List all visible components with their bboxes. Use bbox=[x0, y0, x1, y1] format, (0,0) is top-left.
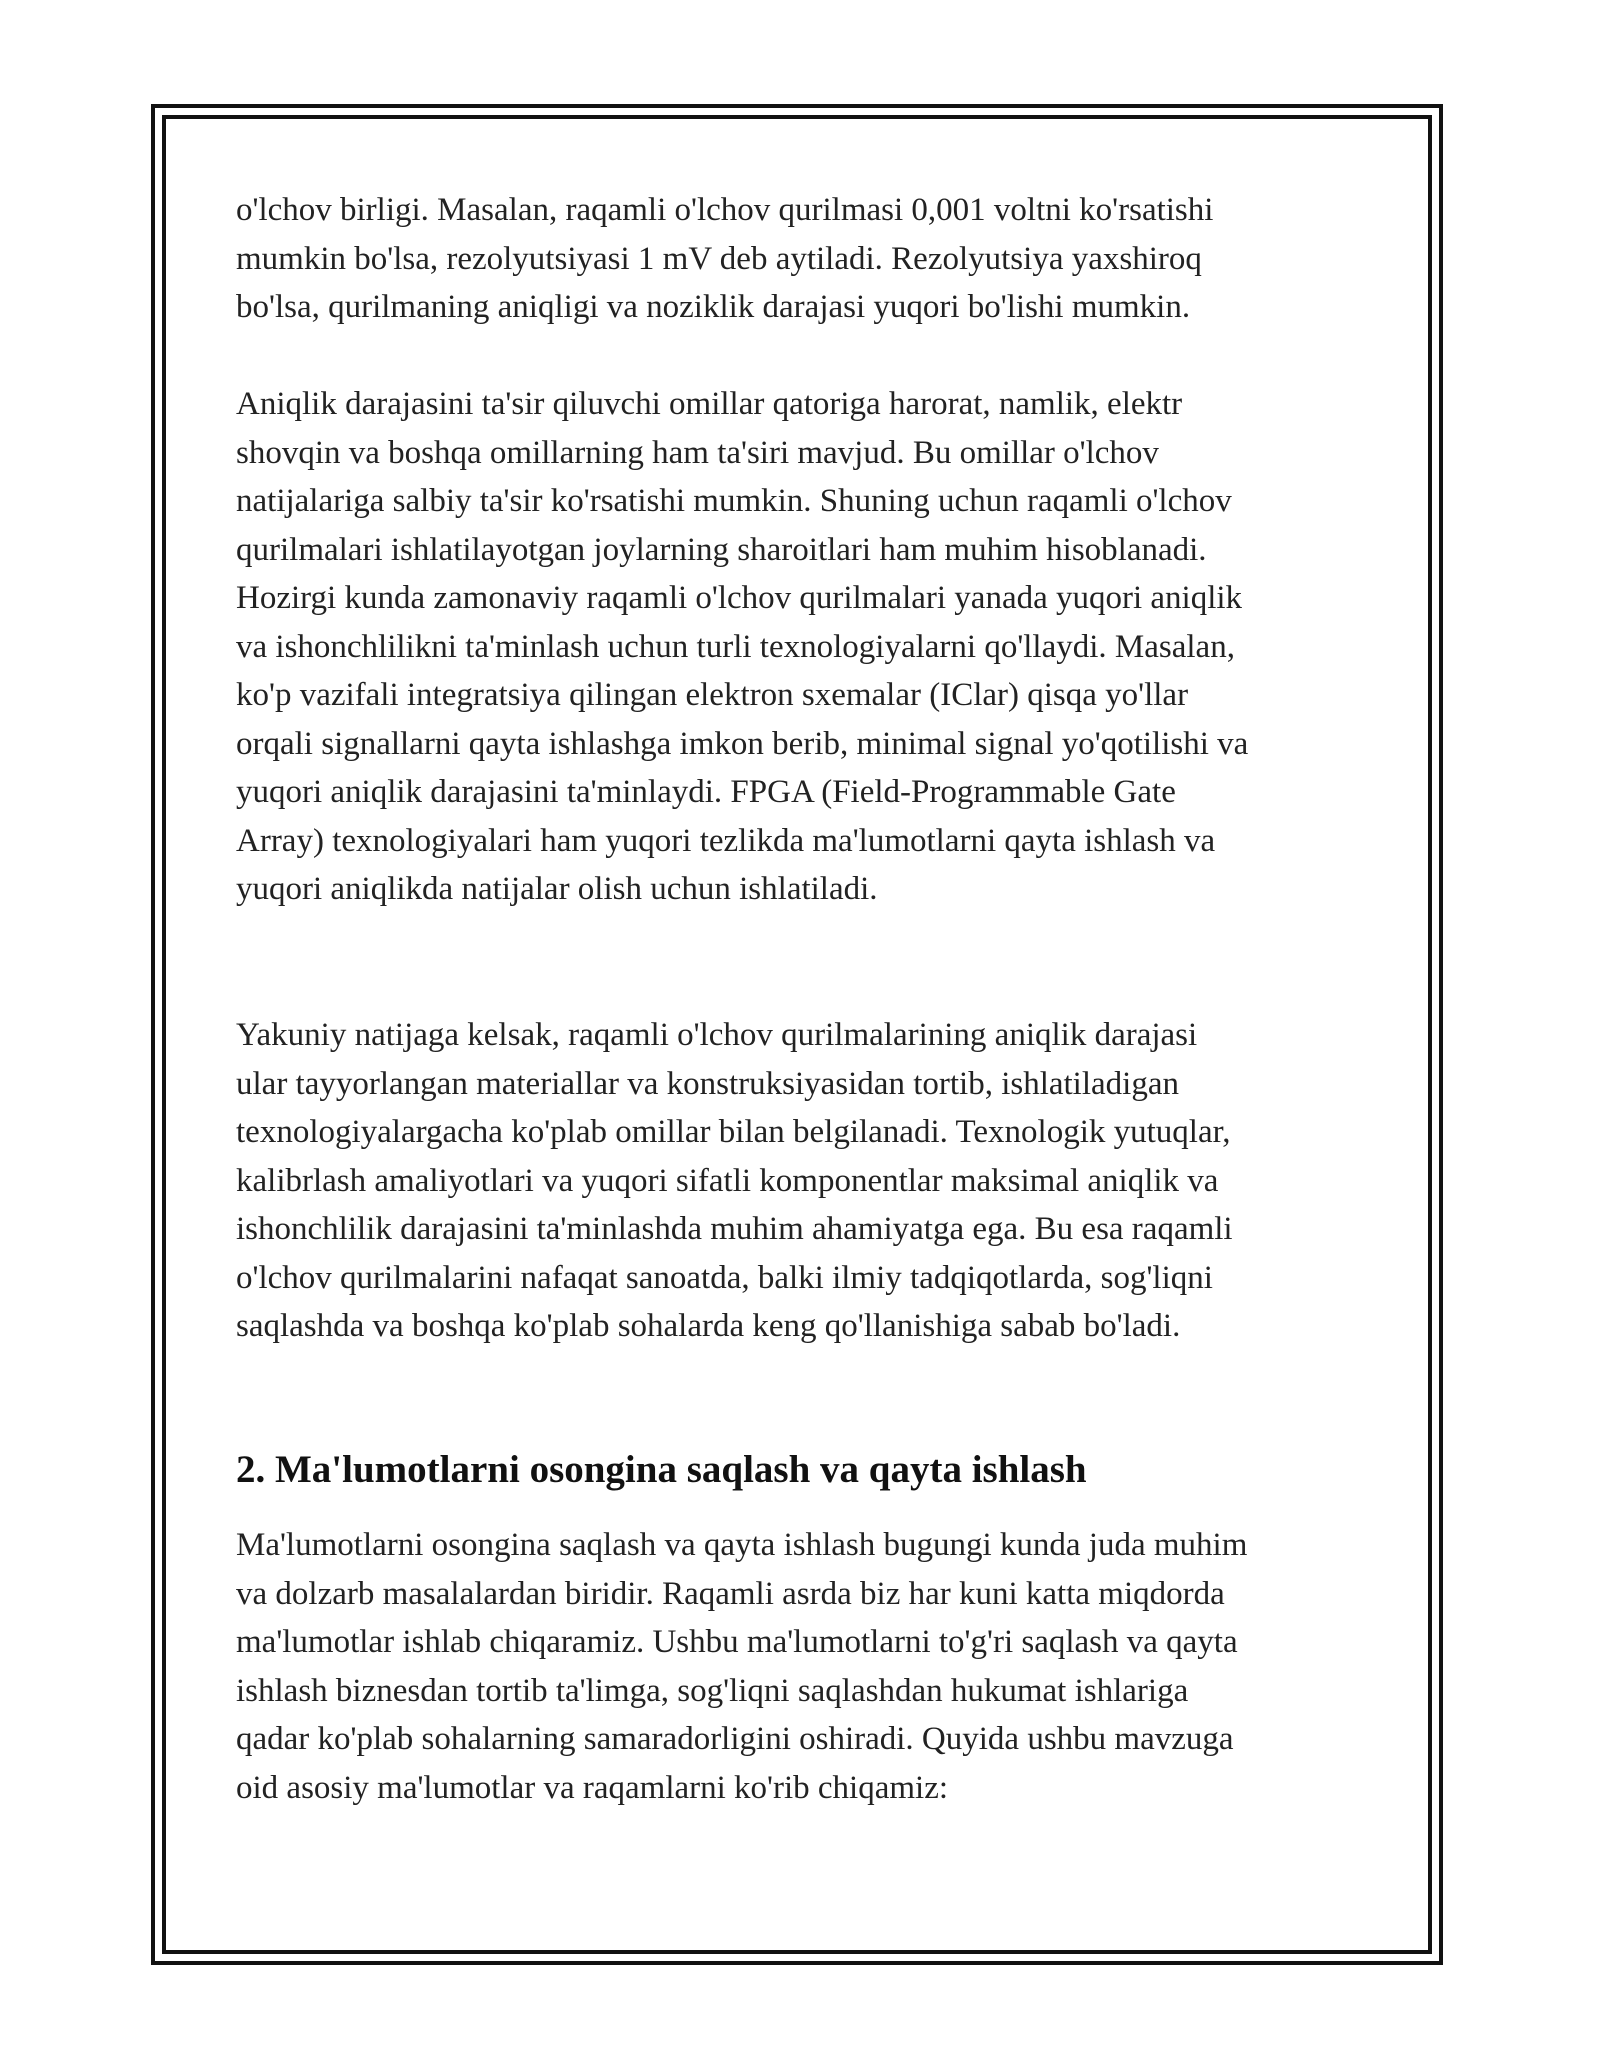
text-line: texnologiyalargacha ko'plab omillar bilan belgilanadi. Texnologik yutuqlar, bbox=[236, 1114, 1231, 1150]
text-line: ishlash biznesdan tortib ta'limga, sog'liqni saqlashdan hukumat ishlariga bbox=[236, 1672, 1189, 1709]
paragraph-accuracy-factors bbox=[236, 380, 1232, 574]
text-line: ko'p vazifali integratsiya qilingan elektron sxemalar (IClar) qisqa yo'llar bbox=[236, 677, 1189, 713]
text-line: Hozirgi kunda zamonaviy raqamli o'lchov qurilmalari yanada yuqori aniqlik bbox=[236, 580, 1243, 616]
text-line: Yakuniy natijaga kelsak, raqamli o'lchov qurilmalarining aniqlik darajasi bbox=[236, 1017, 1198, 1053]
text-line: saqlashda va boshqa ko'plab sohalarda keng qo'llanishiga sabab bo'ladi. bbox=[236, 1308, 1181, 1344]
text-line: yuqori aniqlikda natijalar olish uchun ishlatiladi. bbox=[236, 871, 878, 907]
text-line: yuqori aniqlik darajasini ta'minlaydi. FPGA (Field-Programmable Gate bbox=[236, 774, 1176, 810]
text-line: natijalariga salbiy ta'sir ko'rsatishi mumkin. Shuning uchun raqamli o'lchov bbox=[236, 483, 1232, 519]
text-line: qurilmalari ishlatilayotgan joylarning sharoitlari ham muhim hisoblanadi. bbox=[236, 531, 1207, 568]
text-line: ular tayyorlangan materiallar va konstruksiyasidan tortib, ishlatiladigan bbox=[236, 1065, 1179, 1102]
text-line: oid asosiy ma'lumotlar va raqamlarni ko'rib chiqamiz: bbox=[236, 1769, 949, 1806]
text-line: ishonchlilik darajasini ta'minlashda muhim ahamiyatga ega. Bu esa raqamli bbox=[236, 1211, 1233, 1247]
text-line: ma'lumotlar ishlab chiqaramiz. Ushbu ma'lumotlarni to'g'ri saqlash va qayta bbox=[236, 1624, 1238, 1660]
text-line: mumkin bo'lsa, rezolyutsiyasi 1 mV deb aytiladi. Rezolyutsiya yaxshiroq bbox=[236, 240, 1202, 277]
text-line: va ishonchlilikni ta'minlash uchun turli texnologiyalarni qo'llaydi. Masalan, bbox=[236, 628, 1235, 665]
section-heading: 2. Ma'lumotlarni osongina saqlash va qayta ishlash bbox=[236, 1448, 1087, 1491]
text-line: o'lchov birligi. Masalan, raqamli o'lchov qurilmasi 0,001 voltni ko'rsatishi bbox=[236, 192, 1214, 228]
text-line: Array) texnologiyalari ham yuqori tezlikda ma'lumotlarni qayta ishlash va bbox=[236, 822, 1216, 859]
paragraph-resolution bbox=[236, 186, 1213, 332]
text-line: Ma'lumotlarni osongina saqlash va qayta ishlash bugungi kunda juda muhim bbox=[236, 1527, 1248, 1563]
text-line: kalibrlash amaliyotlari va yuqori sifatli komponentlar maksimal aniqlik va bbox=[236, 1162, 1219, 1199]
text-line: va dolzarb masalalardan biridir. Raqamli asrda biz har kuni katta miqdorda bbox=[236, 1575, 1225, 1612]
text-line: Aniqlik darajasini ta'sir qiluvchi omillar qatoriga harorat, namlik, elektr bbox=[236, 386, 1183, 422]
text-line: bo'lsa, qurilmaning aniqligi va noziklik darajasi yuqori bo'lishi mumkin. bbox=[236, 289, 1191, 325]
paragraph-modern-technologies bbox=[236, 574, 1248, 914]
paragraph-data-storage bbox=[236, 1521, 1247, 1812]
paragraph-conclusion bbox=[236, 1011, 1233, 1351]
text-line: orqali signallarni qayta ishlashga imkon berib, minimal signal yo'qotilishi va bbox=[236, 725, 1249, 762]
text-line: qadar ko'plab sohalarning samaradorligini oshiradi. Quyida ushbu mavzuga bbox=[236, 1721, 1234, 1757]
text-line: shovqin va boshqa omillarning ham ta'siri mavjud. Bu omillar o'lchov bbox=[236, 434, 1159, 471]
text-line: o'lchov qurilmalarini nafaqat sanoatda, balki ilmiy tadqiqotlarda, sog'liqni bbox=[236, 1259, 1213, 1296]
